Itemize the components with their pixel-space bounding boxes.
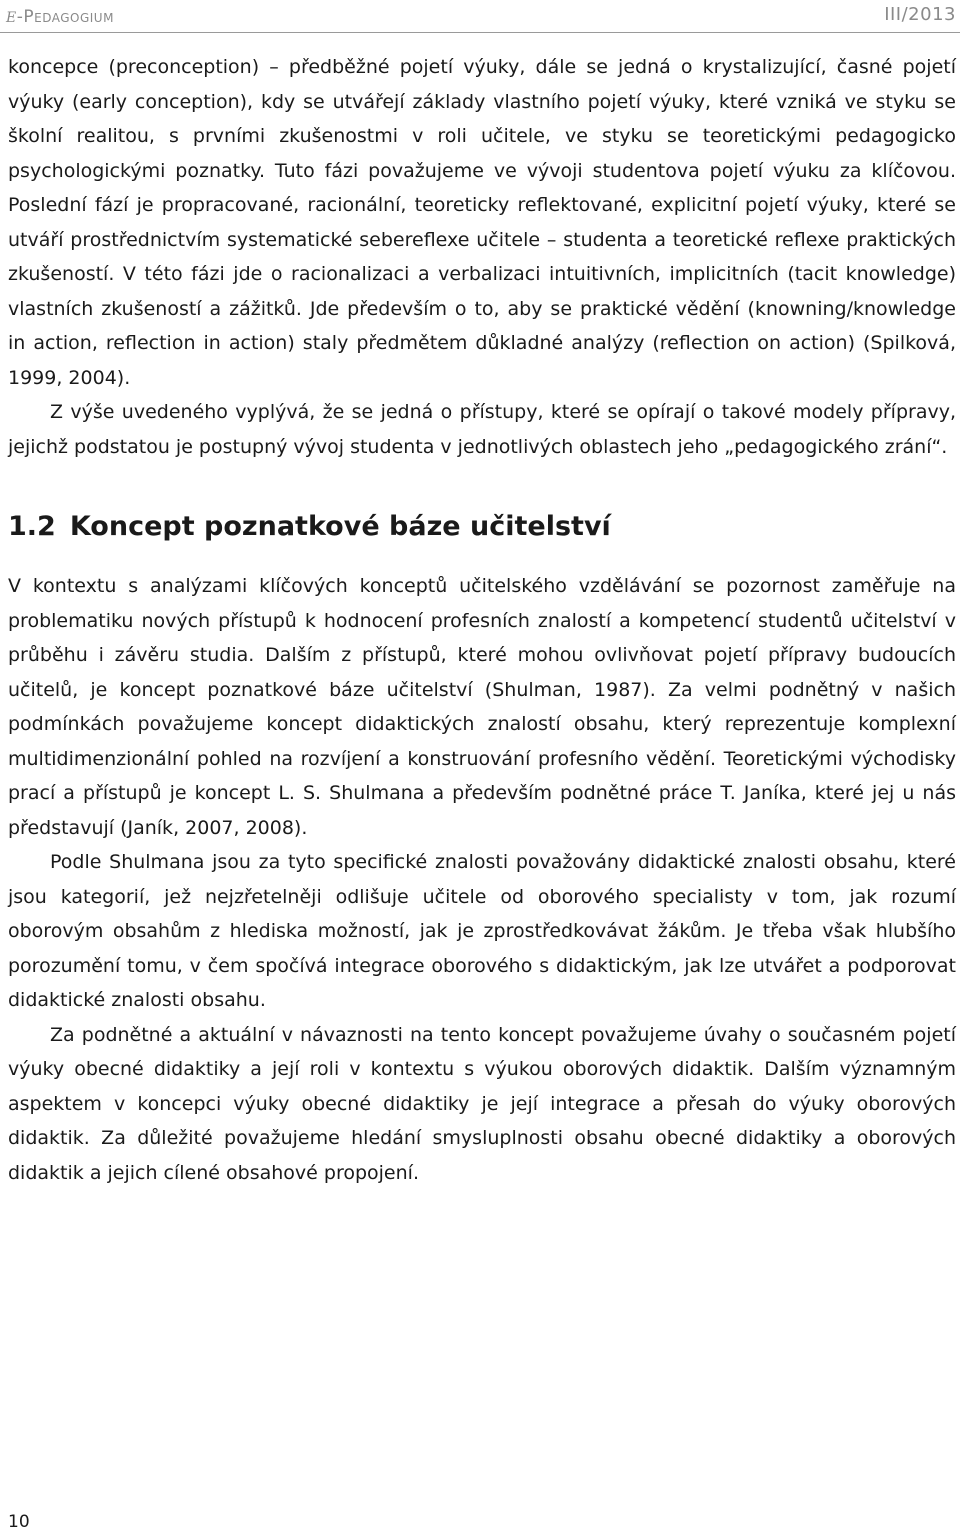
journal-logo	[6, 3, 114, 27]
issue-number: III/2013	[884, 4, 956, 25]
page-content	[8, 50, 956, 1190]
paragraph-5: Za podnětné a aktuální v návaznosti na tento koncept považujeme úvahy o současném pojetí výuky obecné didaktiky a její roli v kontextu s výukou oborových didaktik. Dalším významným aspektem v koncepci výuky obecné didaktiky je její integrace a přesah do výuky oborových didaktik. Za důležité považujeme hledání smysluplnosti obsahu obecné didaktiky a oborových didaktik a jejich cílené obsahové propojení.	[8, 1023, 956, 1184]
page-header	[0, 0, 960, 34]
paragraph-4: Podle Shulmana jsou za tyto specifické znalosti považovány didaktické znalosti obsahu, které jsou kategorií, jež nejzřetelněji odlišuje učitele od oborového specialisty v tom, jak rozumí oborovým obsahům z hlediska možností, jak je zprostředkovávat žákům. Je třeba však hlubšího porozumění tomu, v čem spočívá integrace oborového s didaktickým, jak lze utvářet a podporovat didaktické znalosti obsahu.	[8, 851, 956, 1011]
section-number: 1.2	[8, 511, 56, 542]
spacer	[8, 547, 956, 569]
page-number: 10	[8, 1512, 30, 1532]
paragraph-2: Z výše uvedeného vyplývá, že se jedná o přístupy, které se opírají o takové modely přípravy, jejichž podstatou je postupný vývoj studenta v jednotlivých oblastech jeho „pedagogického zrání“.	[8, 401, 956, 458]
spacer	[8, 464, 956, 507]
paragraph-3: V kontextu s analýzami klíčových konceptů učitelského vzdělávání se pozornost zaměřuje na problematiku nových přístupů k hodnocení profesních znalostí a kompetencí studentů učitelství v průběhu i závěru studia. Dalším z přístupů, které mohou ovlivňovat pojetí přípravy budoucích učitelů, je koncept poznatkové báze učitelství (Shulman, 1987). Za velmi podnětný v našich podmínkách považujeme koncept didaktických znalostí obsahu, který reprezentuje komplexní multidimenzionální pohled na rozvíjení a konstruování profesního vědění. Teoretickými východisky prací a přístupů je koncept L. S. Shulmana a především podnětné práce T. Janíka, které jej u nás představují (Janík, 2007, 2008).	[8, 575, 956, 839]
logo-text: -Pedagogium	[16, 7, 114, 27]
logo-mark: e	[6, 3, 17, 27]
header-divider	[0, 32, 960, 33]
section-title: Koncept poznatkové báze učitelství	[69, 511, 611, 542]
section-heading	[8, 507, 956, 547]
paragraph-1: koncepce (preconception) – předběžné pojetí výuky, dále se jedná o krystalizující, časné pojetí výuky (early conception), kdy se utvářejí základy vlastního pojetí výuky, které vzniká ve styku se školní realitou, s prvními zkušenostmi v roli učitele, ve styku se teoretickými pedagogicko psychologickými poznatky. Tuto fázi považujeme ve vývoji studentova pojetí výuku za klíčovou. Poslední fází je propracované, racionální, teoreticky reflektované, explicitní pojetí výuky, které se utváří prostřednictvím systematické sebereflexe učitele – studenta a teoretické reflexe praktických zkušeností. V této fázi jde o racionalizaci a verbalizaci intuitivních, implicitních (tacit knowledge) vlastních zkušeností a zážitků. Jde především o to, aby se praktické vědění (knowning/knowledge in action, reflection in action) staly předmětem důkladné analýzy (reflection on action) (Spilková, 1999, 2004).	[8, 56, 956, 389]
